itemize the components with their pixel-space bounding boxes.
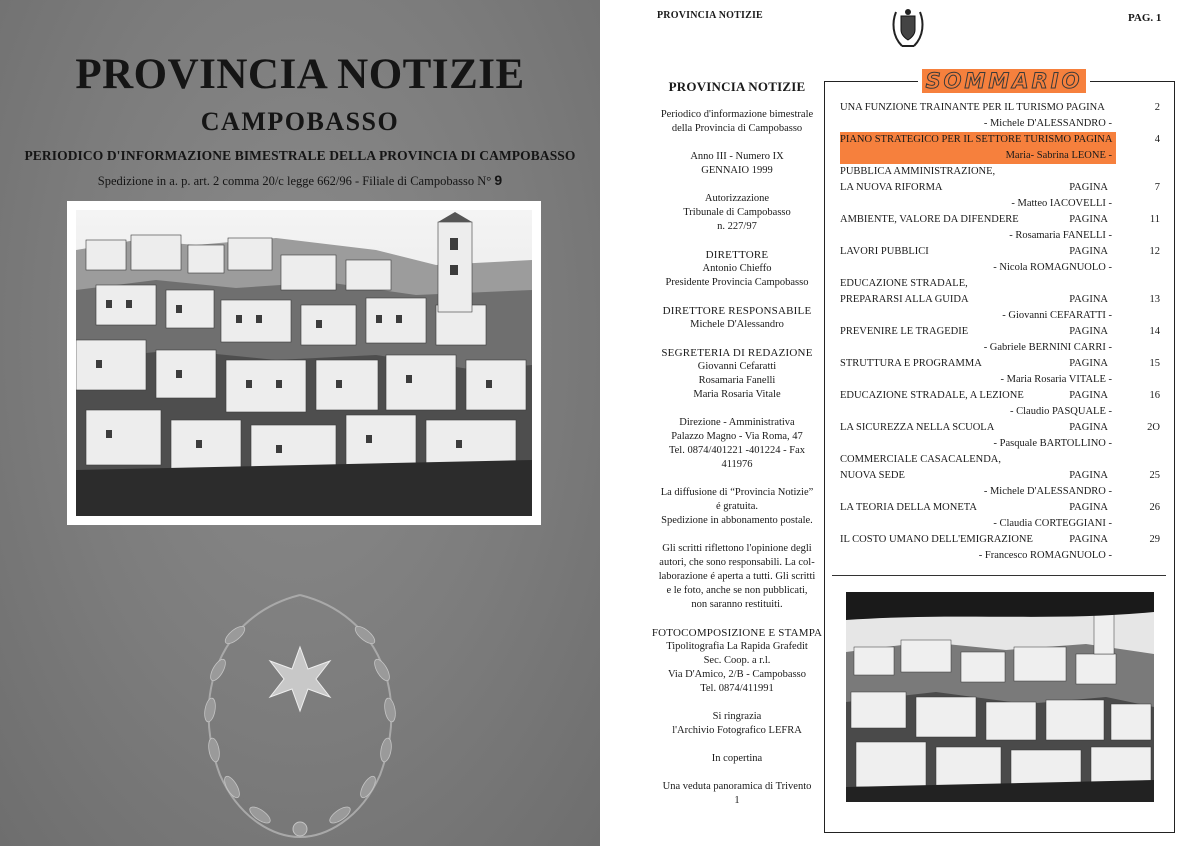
toc-title-line: [840, 388, 1160, 404]
toc-title: AMBIENTE, VALORE DA DIFENDERE: [840, 214, 1019, 225]
toc-entry: [840, 100, 1160, 132]
toc-page-number: 15: [1149, 358, 1160, 369]
toc-page-number: 7: [1154, 182, 1160, 193]
masthead-block: [620, 150, 854, 178]
toc-entry: [840, 388, 1160, 420]
toc-page-label: PAGINA: [1069, 470, 1108, 481]
toc-title: LAVORI PUBBLICI: [840, 246, 929, 257]
cover-shipping-text: Spedizione in a. p. art. 2 comma 20/c legge 662/96 - Filiale di Campobasso N°: [97, 174, 492, 188]
masthead-line: 1: [734, 795, 740, 806]
masthead-block: [620, 248, 854, 290]
toc-author: - Matteo IACOVELLI -: [1011, 198, 1112, 209]
masthead-line: Direzione - Amministrativa: [679, 417, 795, 428]
toc-page-number: 12: [1149, 246, 1160, 257]
toc-title: PIANO STRATEGICO PER IL SETTORE TURISMO PAGINA: [840, 134, 1113, 145]
town-panorama-photo-icon: [846, 592, 1154, 802]
masthead-block: [620, 626, 854, 696]
masthead-block: [620, 780, 854, 808]
masthead-line: Autorizzazione: [704, 193, 770, 204]
toc-entry: [840, 212, 1160, 244]
running-head: PROVINCIA NOTIZIE: [657, 10, 763, 21]
masthead-block: [620, 486, 854, 528]
cover-title: PROVINCIA NOTIZIE: [75, 51, 525, 98]
masthead-blocks: [620, 108, 854, 808]
toc-page-label: PAGINA: [1069, 326, 1108, 337]
masthead-line: n. 227/97: [717, 221, 757, 232]
masthead-line: é gratuita.: [716, 501, 758, 512]
toc-title-line: [840, 468, 1160, 484]
masthead-line: Tribunale di Campobasso: [683, 207, 791, 218]
masthead-line: Maria Rosaria Vitale: [693, 389, 781, 400]
masthead-line: Sec. Coop. a r.l.: [703, 655, 771, 666]
toc-entry: [840, 500, 1160, 532]
masthead-column: [620, 80, 854, 822]
masthead-block-heading: DIRETTORE RESPONSABILE: [662, 305, 812, 317]
toc-page-number: 29: [1149, 534, 1160, 545]
masthead-line: Tel. 0874/401221 -401224 - Fax: [668, 445, 806, 456]
province-crest-icon: [888, 6, 928, 52]
cover-shipping-line: [0, 172, 600, 189]
toc-author: - Michele D'ALESSANDRO -: [983, 486, 1112, 497]
toc-entry: [840, 452, 1160, 500]
toc-page-label: PAGINA: [1069, 534, 1108, 545]
toc-title-line: [840, 420, 1160, 436]
masthead-title: PROVINCIA NOTIZIE: [668, 79, 806, 94]
toc-author: - Francesco ROMAGNUOLO -: [978, 550, 1112, 561]
toc-title-line: [840, 452, 1160, 468]
photo-divider: [832, 575, 1166, 576]
toc-title-line: [840, 100, 1160, 116]
masthead-block-heading: SEGRETERIA DI REDAZIONE: [661, 347, 813, 359]
masthead-line: Presidente Provincia Campobasso: [665, 277, 809, 288]
toc-title: LA NUOVA RIFORMA: [840, 182, 943, 193]
toc-page-label: PAGINA: [1069, 294, 1108, 305]
toc-title: COMMERCIALE CASACALENDA,: [840, 454, 1002, 465]
toc-author: - Claudio PASQUALE -: [1010, 406, 1112, 417]
toc-title-line: [840, 132, 1160, 148]
toc-author: - Maria Rosaria VITALE -: [1000, 374, 1112, 385]
page-one: [600, 0, 1200, 846]
toc-author: - Michele D'ALESSANDRO -: [983, 118, 1112, 129]
page-number: PAG. 1: [1128, 12, 1162, 24]
toc-page-number: 14: [1149, 326, 1160, 337]
masthead-block: [620, 542, 854, 612]
masthead-block: [620, 192, 854, 234]
toc-title-line: [840, 324, 1160, 340]
masthead-line: Giovanni Cefaratti: [697, 361, 777, 372]
toc-author: - Nicola ROMAGNUOLO -: [993, 262, 1112, 273]
toc-entry: [840, 324, 1160, 356]
masthead-line: Michele D'Alessandro: [690, 319, 784, 330]
masthead-line: Via D'Amico, 2/B - Campobasso: [667, 669, 807, 680]
toc-entry: [840, 532, 1160, 564]
toc-entry: [840, 356, 1160, 388]
sommario-heading-text: SOMMARIO: [922, 69, 1086, 93]
toc-page-label: PAGINA: [1069, 390, 1108, 401]
masthead-line: In copertina: [711, 753, 763, 764]
masthead-line: La diffusione di “Provincia Notizie”: [660, 487, 814, 498]
toc-title-line: [840, 292, 1160, 308]
toc-title: UNA FUNZIONE TRAINANTE PER IL TURISMO PAGINA: [840, 102, 1105, 113]
toc-title: EDUCAZIONE STRADALE,: [840, 278, 968, 289]
toc-page-label: PAGINA: [1069, 182, 1108, 193]
toc-page-label: PAGINA: [1069, 358, 1108, 369]
toc-entry: [840, 164, 1160, 212]
toc-page-number: 4: [1154, 134, 1160, 145]
masthead-line: Anno III - Numero IX: [690, 151, 784, 162]
toc-title-line: [840, 180, 1160, 196]
masthead-line: della Provincia di Campobasso: [671, 123, 803, 134]
masthead-line: autori, che sono responsabili. La col-: [659, 557, 815, 568]
toc-page-label: PAGINA: [1069, 422, 1108, 433]
toc-title-line: [840, 212, 1160, 228]
toc-page-label: PAGINA: [1069, 246, 1108, 257]
toc-title-line: [840, 164, 1160, 180]
masthead-line: Palazzo Magno - Via Roma, 47: [671, 431, 803, 442]
masthead-block: [620, 710, 854, 738]
masthead-line: Gli scritti riflettono l'opinione degli: [662, 543, 812, 554]
masthead-block: [620, 752, 854, 766]
toc-title-line: [840, 244, 1160, 260]
page-photo: [846, 592, 1154, 802]
masthead-line: Periodico d'informazione bimestrale: [660, 109, 814, 120]
toc-title-line: [840, 356, 1160, 372]
masthead-block: [620, 346, 854, 402]
toc-page-number: 25: [1149, 470, 1160, 481]
town-panorama-photo-icon: [76, 210, 532, 516]
laurel-wreath-star-emblem-icon: [180, 575, 420, 846]
masthead-line: Tel. 0874/411991: [700, 683, 774, 694]
cover-issue-number: 9: [494, 172, 503, 188]
toc-page-number: 26: [1149, 502, 1160, 513]
masthead-block-heading: DIRETTORE: [705, 249, 769, 261]
masthead-line: 411976: [721, 459, 753, 470]
toc-page-number: 2O: [1147, 422, 1160, 433]
cover-photo: [67, 201, 541, 525]
toc-entry: [840, 276, 1160, 324]
toc-title: LA TEORIA DELLA MONETA: [840, 502, 977, 513]
toc-page-number: 16: [1149, 390, 1160, 401]
toc-title-line: [840, 532, 1160, 548]
toc-title: IL COSTO UMANO DELL'EMIGRAZIONE: [840, 534, 1033, 545]
masthead-block: [620, 416, 854, 472]
toc-title: PREVENIRE LE TRAGEDIE: [840, 326, 969, 337]
toc-title: PREPARARSI ALLA GUIDA: [840, 294, 969, 305]
sommario-heading: [918, 69, 1090, 97]
toc-page-label: PAGINA: [1069, 502, 1108, 513]
toc-title: STRUTTURA E PROGRAMMA: [840, 358, 982, 369]
toc-title: PUBBLICA AMMINISTRAZIONE,: [840, 166, 996, 177]
masthead-line: GENNAIO 1999: [701, 165, 773, 176]
masthead-block: [620, 304, 854, 332]
toc-title-line: [840, 276, 1160, 292]
toc-title: NUOVA SEDE: [840, 470, 905, 481]
toc-entry: [840, 244, 1160, 276]
masthead-line: e le foto, anche se non pubblicati,: [666, 585, 808, 596]
toc-title: EDUCAZIONE STRADALE, A LEZIONE: [840, 390, 1024, 401]
cover-tagline: PERIODICO D'INFORMAZIONE BIMESTRALE DELLA PROVINCIA DI CAMPOBASSO: [24, 148, 576, 163]
toc-page-number: 13: [1149, 294, 1160, 305]
toc-author: - Gabriele BERNINI CARRI -: [983, 342, 1112, 353]
masthead-line: Rosamaria Fanelli: [698, 375, 776, 386]
toc-author: - Rosamaria FANELLI -: [1009, 230, 1112, 241]
toc-title-line: [840, 500, 1160, 516]
masthead-line: Si ringrazia: [712, 711, 762, 722]
toc-entry: [840, 420, 1160, 452]
toc-page-number: 2: [1154, 102, 1160, 113]
toc-author: Maria- Sabrina LEONE -: [840, 148, 1116, 164]
toc-title: LA SICUREZZA NELLA SCUOLA: [840, 422, 995, 433]
masthead-block-heading: FOTOCOMPOSIZIONE E STAMPA: [651, 627, 823, 639]
masthead-line: l'Archivio Fotografico LEFRA: [672, 725, 802, 736]
toc-author: - Giovanni CEFARATTI -: [1002, 310, 1112, 321]
toc-page-label: PAGINA: [1069, 214, 1108, 225]
masthead-line: laborazione é aperta a tutti. Gli scritti: [658, 571, 816, 582]
toc-author: - Pasquale BARTOLLINO -: [993, 438, 1112, 449]
masthead-line: Spedizione in abbonamento postale.: [661, 515, 813, 526]
toc-entry: [840, 132, 1160, 164]
table-of-contents: [840, 100, 1160, 564]
toc-author: - Claudia CORTEGGIANI -: [993, 518, 1112, 529]
masthead-line: Antonio Chieffo: [702, 263, 772, 274]
cover-subtitle: CAMPOBASSO: [200, 107, 400, 136]
toc-page-number: 11: [1149, 214, 1160, 225]
masthead-line: non saranno restituiti.: [691, 599, 783, 610]
masthead-block: [620, 108, 854, 136]
masthead-line: Tipolitografia La Rapida Grafedit: [666, 641, 808, 652]
masthead-line: Una veduta panoramica di Trivento: [662, 781, 812, 792]
